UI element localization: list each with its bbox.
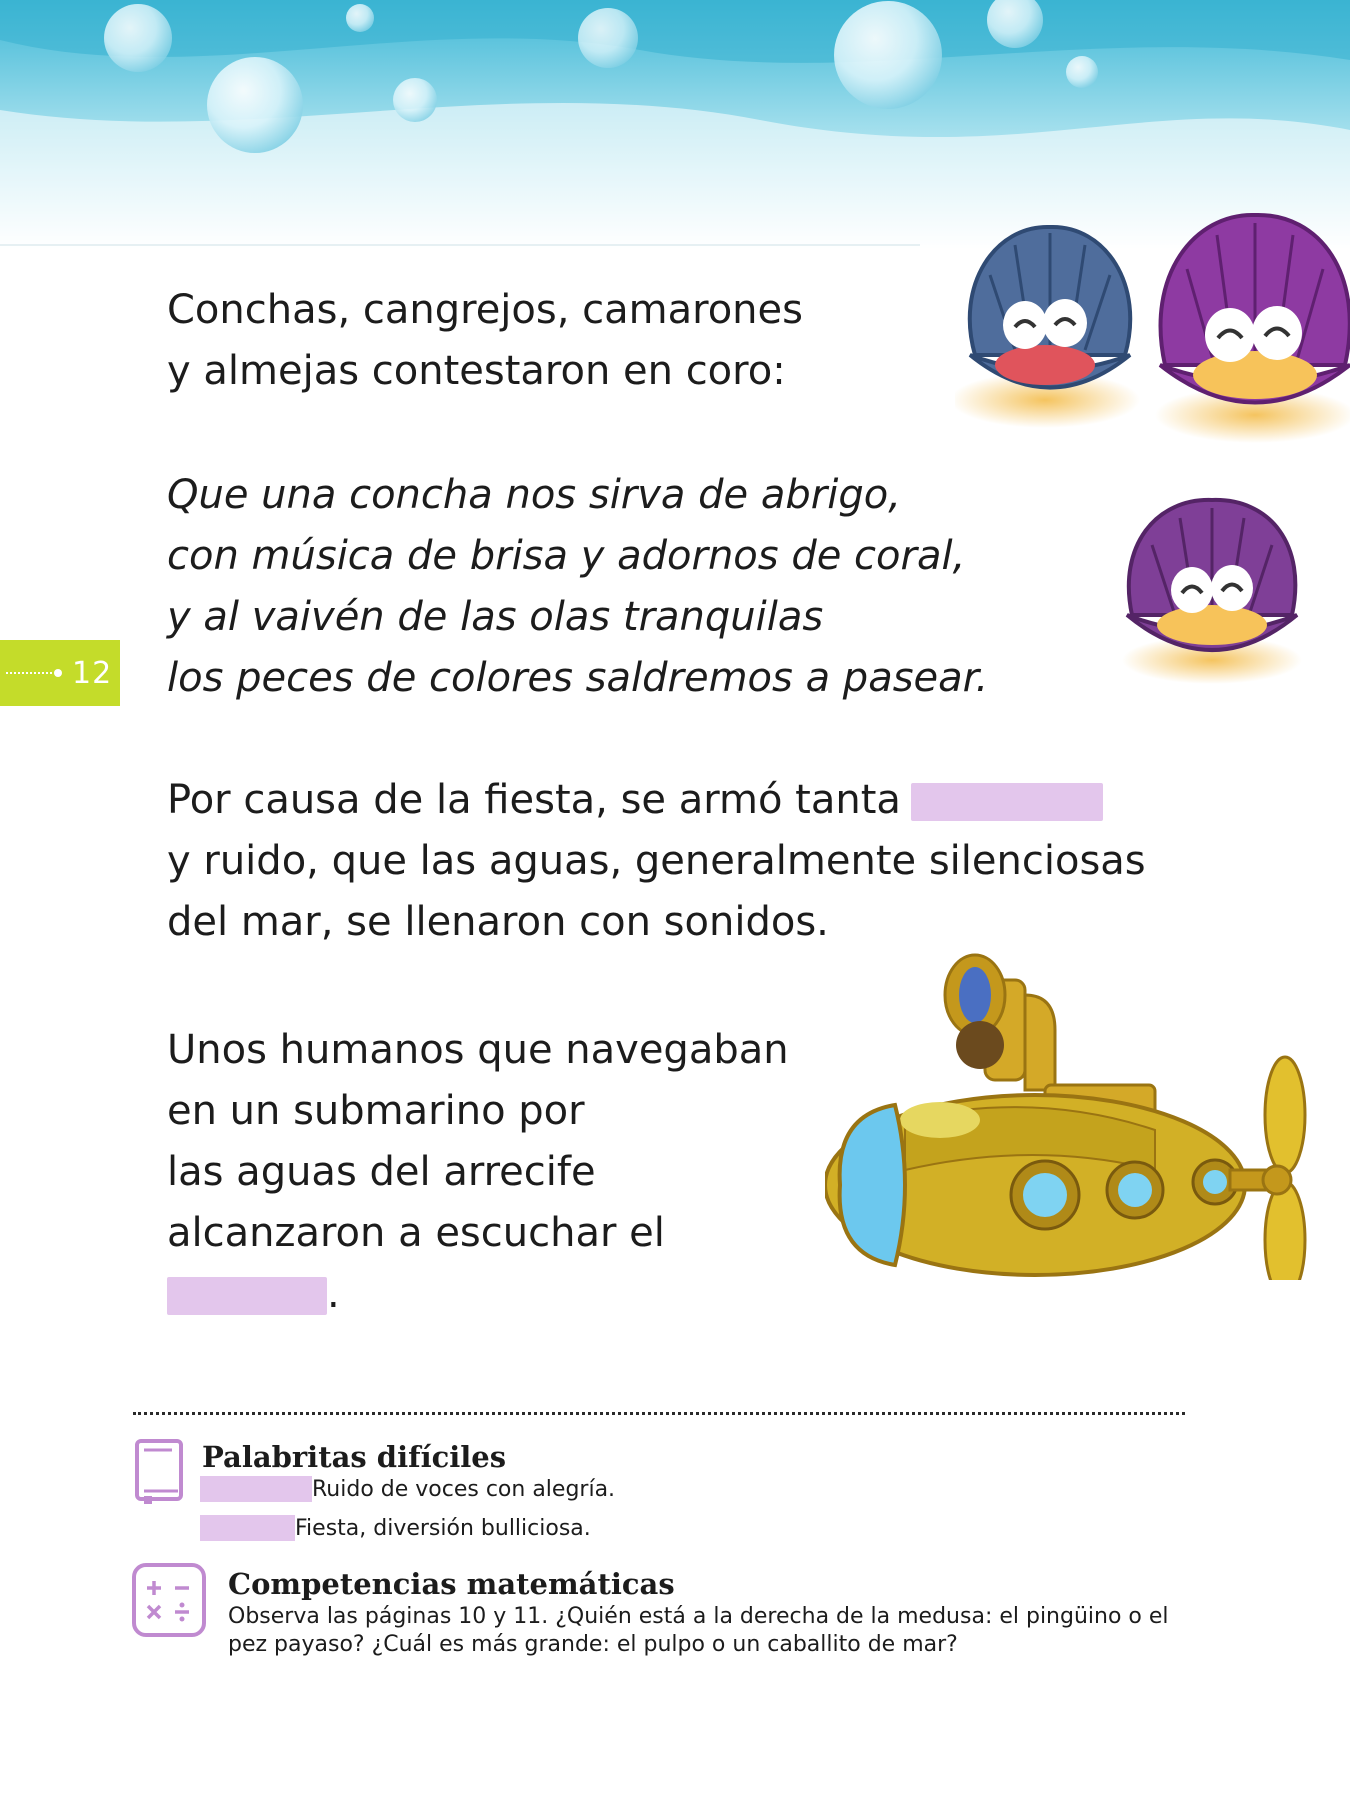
story-line [167, 770, 1146, 831]
math-competencies-title: Competencias matemáticas [228, 1567, 675, 1601]
story-line: del mar, se llenaron con sonidos. [167, 899, 829, 945]
bubble [346, 4, 374, 32]
definition-text: Fiesta, diversión bulliciosa. [295, 1515, 591, 1541]
story-stanza-3 [167, 770, 1146, 953]
story-line: alcanzaron a escuchar el [167, 1210, 665, 1256]
vocabulary-term-highlight [200, 1476, 312, 1502]
vocabulary-title: Palabritas difíciles [202, 1440, 507, 1474]
end-punctuation: . [327, 1271, 340, 1317]
bubble [104, 4, 172, 72]
definition-row [200, 1476, 615, 1502]
blue-clam [955, 227, 1140, 428]
story-line: y al vaivén de las olas tranquilas [167, 594, 824, 640]
story-line: Conchas, cangrejos, camarones [167, 287, 803, 333]
clam-characters-pair [955, 205, 1350, 445]
story-line: y almejas contestaron en coro: [167, 348, 786, 394]
definition-text: Ruido de voces con alegría. [312, 1476, 616, 1502]
story-line [167, 1264, 789, 1325]
bubble [207, 57, 303, 153]
story-stanza-4 [167, 1020, 789, 1325]
purple-clam [1155, 215, 1350, 443]
vocabulary-word-highlight [167, 1277, 327, 1315]
bubble [834, 1, 942, 109]
page-number-tab [0, 640, 120, 706]
vocabulary-word-highlight [911, 783, 1103, 821]
story-line: en un submarino por [167, 1088, 585, 1134]
clam-character [1112, 490, 1312, 690]
story-line: Unos humanos que navegaban [167, 1027, 789, 1073]
page-number: 12 [72, 655, 113, 691]
bubble [578, 8, 638, 68]
story-line: y ruido, que las aguas, generalmente silenciosas [167, 838, 1146, 884]
definition-row [200, 1515, 591, 1541]
bubble [393, 78, 437, 122]
submarine [825, 940, 1315, 1280]
section-divider [133, 1412, 1185, 1415]
story-line: las aguas del arrecife [167, 1149, 596, 1195]
story-stanza-1 [167, 280, 803, 402]
story-line: Que una concha nos sirva de abrigo, [167, 472, 901, 518]
header-divider [0, 244, 920, 246]
story-line: los peces de colores saldremos a pasear. [167, 655, 989, 701]
book-icon [134, 1438, 186, 1506]
vocabulary-term-highlight [200, 1515, 295, 1541]
bubble [1066, 56, 1098, 88]
dotted-leader [6, 672, 52, 674]
leader-dot [54, 669, 62, 677]
story-stanza-2-song [167, 465, 988, 709]
story-line: con música de brisa y adornos de coral, [167, 533, 966, 579]
math-activity-text: Observa las páginas 10 y 11. ¿Quién está a la derecha de la medusa: el pingüino o el pez payaso? ¿Cuál es más grande: el pulpo o un caballito de mar? [228, 1604, 1169, 1657]
calculator-icon [131, 1562, 207, 1638]
story-line-text: Por causa de la fiesta, se armó tanta [167, 777, 901, 823]
